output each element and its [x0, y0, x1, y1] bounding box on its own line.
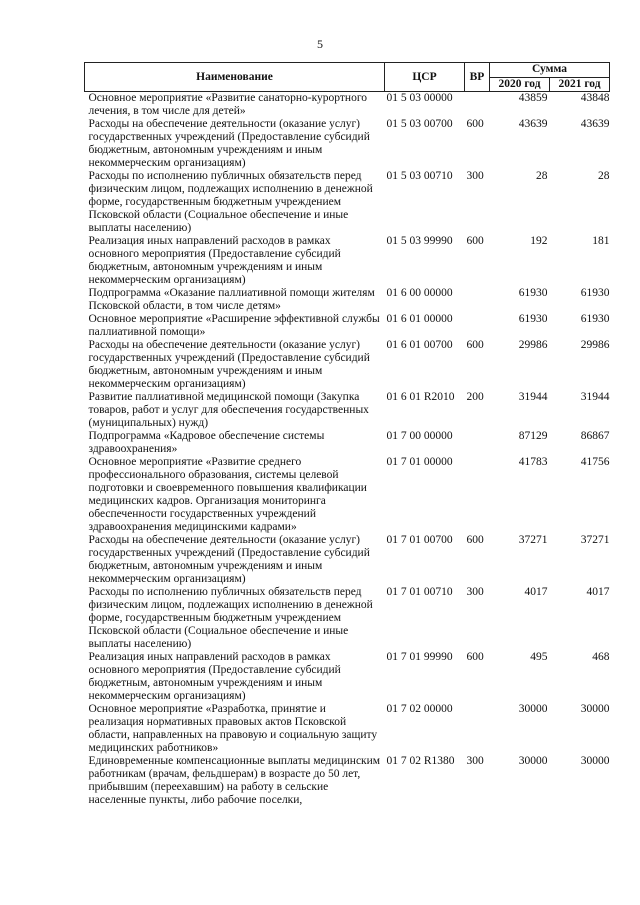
cell-csr: 01 5 03 00700: [386, 118, 453, 130]
cell-2021: 181: [592, 235, 610, 247]
cell-csr: 01 7 01 00710: [386, 586, 453, 598]
header-name: Наименование: [85, 63, 385, 92]
cell-csr: 01 7 01 00700: [386, 534, 453, 546]
cell-2021: 43848: [580, 92, 610, 104]
table-row: [85, 287, 610, 313]
cell-name: Основное мероприятие «Развитие санаторно-курортного лечения, в том числе для детей»: [88, 92, 367, 117]
table-row: [85, 92, 610, 119]
table-header: [85, 63, 610, 92]
header-year-2021: 2021 год: [550, 77, 610, 92]
cell-csr: 01 6 00 00000: [386, 287, 453, 299]
table-row: [85, 755, 610, 807]
cell-2021: 31944: [580, 391, 610, 403]
cell-vr: 600: [466, 118, 484, 130]
cell-name: Реализация иных направлений расходов в рамках основного мероприятия (Предоставление субсидий бюджетным, автономным учреждениям и иным некоммерческим организациям): [88, 235, 341, 286]
header-year-2020: 2020 год: [490, 77, 550, 92]
cell-vr: [465, 92, 490, 119]
cell-2020: 30000: [518, 703, 548, 715]
cell-2020: 41783: [518, 456, 548, 468]
cell-csr: 01 7 01 00000: [386, 456, 453, 468]
cell-name: Основное мероприятие «Расширение эффективной службы паллиативной помощи»: [88, 313, 380, 338]
cell-csr: 01 7 02 00000: [386, 703, 453, 715]
cell-2021: 43639: [580, 118, 610, 130]
cell-name: Расходы на обеспечение деятельности (оказание услуг) государственных учреждений (Предоставление субсидий бюджетным, автономным учреждениям и иным некоммерческим организациям): [88, 339, 370, 390]
header-sum: Сумма: [490, 63, 610, 78]
table-row: [85, 313, 610, 339]
cell-csr: 01 7 00 00000: [386, 430, 453, 442]
cell-vr: 600: [466, 534, 484, 546]
cell-2020: 61930: [518, 287, 548, 299]
cell-vr: [465, 703, 490, 755]
cell-2021: 37271: [580, 534, 610, 546]
table-row: [85, 430, 610, 456]
table-row: [85, 456, 610, 534]
cell-2021: 30000: [580, 703, 610, 715]
cell-2020: 31944: [518, 391, 548, 403]
cell-name: Основное мероприятие «Развитие среднего профессионального образования, системы целевой подготовки и своевременного повышения квалификации медицинских кадров. Организация мониторинга обеспеченности государственных учреждений здравоохранения медицинскими кадрами»: [88, 456, 367, 533]
table-row: [85, 235, 610, 287]
cell-name: Расходы на обеспечение деятельности (оказание услуг) государственных учреждений (Предоставление субсидий бюджетным, автономным учреждениям и иным некоммерческим организациям): [88, 534, 370, 585]
table-row: [85, 391, 610, 430]
cell-vr: [465, 287, 490, 313]
header-vr: ВР: [465, 63, 490, 92]
cell-name: Расходы по исполнению публичных обязательств перед физическим лицом, подлежащих исполнению в денежной форме, государственным бюджетным учреждением Псковской области (Социальное обеспечение и иные выплаты населению): [88, 586, 373, 650]
cell-2021: 86867: [580, 430, 610, 442]
cell-2021: 41756: [580, 456, 610, 468]
cell-csr: 01 6 01 R2010: [386, 391, 455, 403]
cell-csr: 01 7 02 R1380: [386, 755, 455, 767]
cell-vr: 600: [466, 235, 484, 247]
cell-name: Расходы на обеспечение деятельности (оказание услуг) государственных учреждений (Предоставление субсидий бюджетным, автономным учреждениям и иным некоммерческим организациям): [88, 118, 370, 169]
cell-vr: [465, 456, 490, 534]
table-row: [85, 170, 610, 235]
cell-2020: 43639: [518, 118, 548, 130]
cell-csr: 01 7 01 99990: [386, 651, 453, 663]
table-row: [85, 534, 610, 586]
cell-vr: 300: [466, 755, 484, 767]
cell-name: Подпрограмма «Кадровое обеспечение системы здравоохранения»: [88, 430, 325, 455]
table-row: [85, 118, 610, 170]
cell-vr: 600: [466, 651, 484, 663]
cell-csr: 01 5 03 00000: [386, 92, 453, 104]
cell-csr: 01 5 03 99990: [386, 235, 453, 247]
table-row: [85, 651, 610, 703]
cell-2021: 30000: [580, 755, 610, 767]
header-csr: ЦСР: [385, 63, 465, 92]
cell-csr: 01 5 03 00710: [386, 170, 453, 182]
cell-2020: 87129: [518, 430, 548, 442]
cell-2021: 4017: [586, 586, 610, 598]
cell-name: Развитие паллиативной медицинской помощи (Закупка товаров, работ и услуг для обеспечения государственных (муниципальных) нужд): [88, 391, 369, 429]
cell-csr: 01 6 01 00000: [386, 313, 453, 325]
cell-vr: 300: [466, 170, 484, 182]
cell-2021: 468: [592, 651, 610, 663]
table-row: [85, 703, 610, 755]
cell-2020: 29986: [518, 339, 548, 351]
cell-2021: 29986: [580, 339, 610, 351]
cell-2020: 192: [530, 235, 548, 247]
cell-2021: 61930: [580, 313, 610, 325]
cell-vr: 300: [466, 586, 484, 598]
cell-csr: 01 6 01 00700: [386, 339, 453, 351]
cell-name: Расходы по исполнению публичных обязательств перед физическим лицом, подлежащих исполнению в денежной форме, государственным бюджетным учреждением Псковской области (Социальное обеспечение и иные выплаты населению): [88, 170, 373, 234]
cell-2021: 28: [598, 170, 610, 182]
cell-2020: 61930: [518, 313, 548, 325]
table-body: [85, 92, 610, 808]
cell-name: Единовременные компенсационные выплаты медицинским работникам (врачам, фельдшерам) в возрасте до 50 лет, прибывшим (переехавшим) на работу в сельские населенные пункты, либо рабочие поселки,: [88, 755, 381, 806]
cell-name: Реализация иных направлений расходов в рамках основного мероприятия (Предоставление субсидий бюджетным, автономным учреждениям и иным некоммерческим организациям): [88, 651, 341, 702]
budget-table-container: [84, 62, 609, 807]
cell-vr: [465, 430, 490, 456]
page-number: 5: [317, 37, 323, 51]
cell-vr: 600: [466, 339, 484, 351]
cell-2020: 30000: [518, 755, 548, 767]
table-row: [85, 339, 610, 391]
cell-2020: 43859: [518, 92, 548, 104]
cell-2021: 61930: [580, 287, 610, 299]
cell-name: Подпрограмма «Оказание паллиативной помощи жителям Псковской области, в том числе детям»: [88, 287, 375, 312]
cell-2020: 37271: [518, 534, 548, 546]
budget-table: [84, 62, 610, 807]
cell-2020: 28: [536, 170, 548, 182]
cell-vr: [465, 313, 490, 339]
cell-2020: 495: [530, 651, 548, 663]
cell-vr: 200: [466, 391, 484, 403]
cell-2020: 4017: [524, 586, 548, 598]
table-row: [85, 586, 610, 651]
cell-name: Основное мероприятие «Разработка, принятие и реализация нормативных правовых актов Псковской области, направленных на правовую и социальную защиту медицинских работников»: [88, 703, 378, 754]
